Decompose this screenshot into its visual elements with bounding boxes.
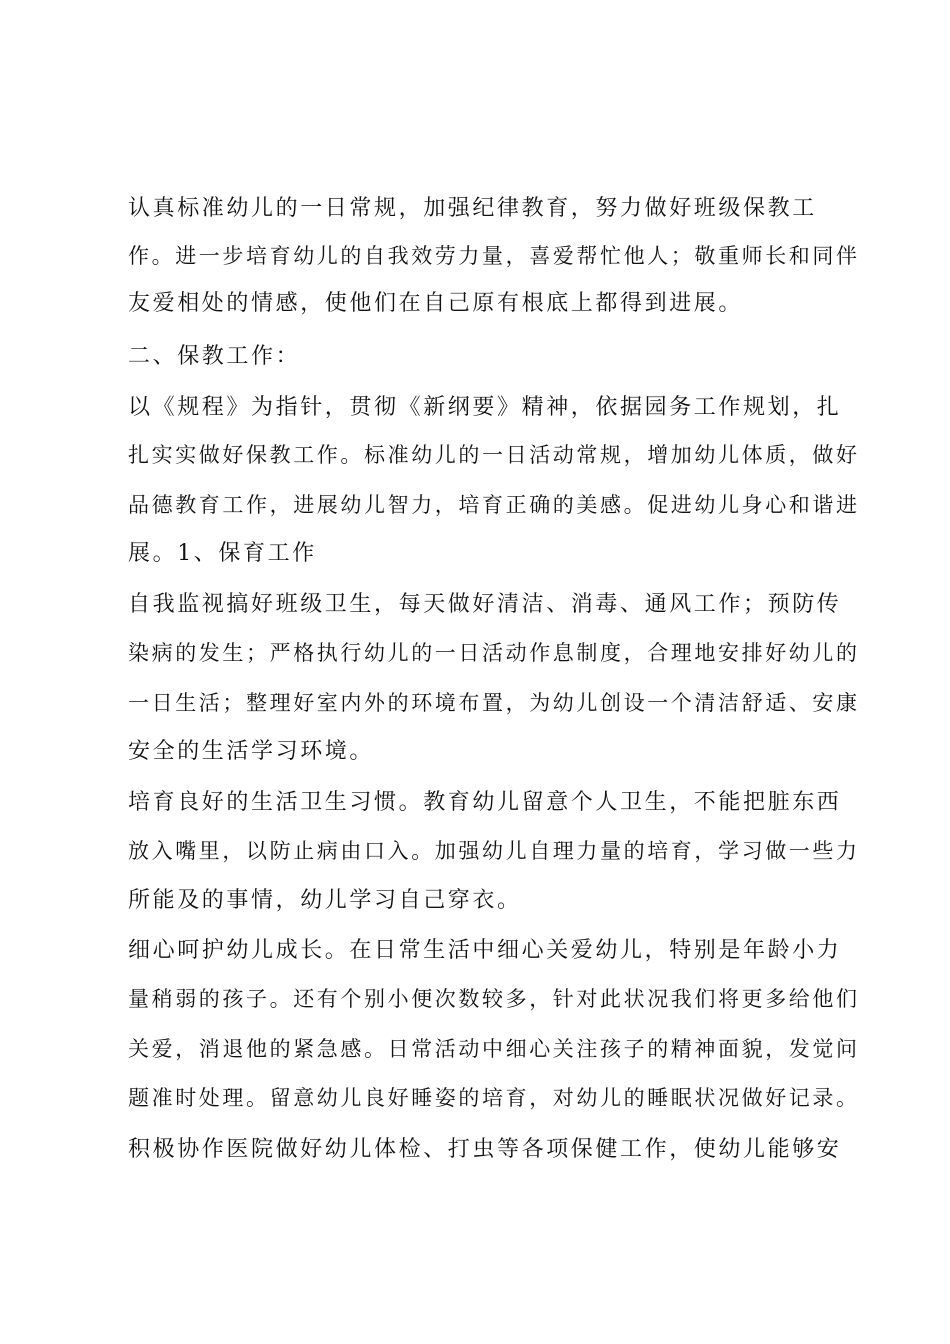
text-line: 所能及的事情，幼儿学习自己穿衣。 bbox=[128, 888, 522, 913]
text-line: 认真标准幼儿的一日常规，加强纪律教育，努力做好班级保教工 bbox=[128, 196, 817, 221]
text-line: 展。1、保育工作 bbox=[128, 541, 317, 566]
text-line: 染病的发生；严格执行幼儿的一日活动作息制度，合理地安排好幼儿的 bbox=[128, 641, 860, 665]
text-line: 放入嘴里，以防止病由口入。加强幼儿自理力量的培育，学习做一些力 bbox=[128, 839, 860, 863]
text-line: 作。进一步培育幼儿的自我效劳力量，喜爱帮忙他人；敬重师长和同伴 bbox=[128, 244, 860, 268]
text-line: 培育良好的生活卫生习惯。教育幼儿留意个人卫生，不能把脏东西 bbox=[128, 790, 842, 815]
text-line: 细心呵护幼儿成长。在日常生活中细心关爱幼儿，特别是年龄小力 bbox=[128, 938, 842, 963]
text-line: 扎实实做好保教工作。标准幼儿的一日活动常规，增加幼儿体质，做好 bbox=[128, 443, 860, 467]
text-line: 品德教育工作，进展幼儿智力，培育正确的美感。促进幼儿身心和谐进 bbox=[128, 493, 860, 517]
text-line: 一日生活；整理好室内外的环境布置，为幼儿创设一个清洁舒适、安康 bbox=[128, 691, 860, 715]
text-line: 积极协作医院做好幼儿体检、打虫等各项保健工作，使幼儿能够安 bbox=[128, 1137, 842, 1162]
section-heading: 二、保教工作： bbox=[128, 344, 301, 369]
text-line: 题准时处理。留意幼儿良好睡姿的培育，对幼儿的睡眠状况做好记录。 bbox=[128, 1086, 860, 1110]
text-line: 安全的生活学习环境。 bbox=[128, 739, 375, 764]
text-line: 关爱，消退他的紧急感。日常活动中细心关注孩子的精神面貌，发觉问 bbox=[128, 1037, 860, 1061]
text-line: 友爱相处的情感，使他们在自己原有根底上都得到进展。 bbox=[128, 291, 744, 316]
text-line: 自我监视搞好班级卫生，每天做好清洁、消毒、通风工作；预防传 bbox=[128, 592, 842, 617]
text-line: 量稍弱的孩子。还有个别小便次数较多，针对此状况我们将更多给他们 bbox=[128, 987, 860, 1011]
text-line: 以《规程》为指针，贯彻《新纲要》精神，依据园务工作规划，扎 bbox=[128, 395, 842, 420]
